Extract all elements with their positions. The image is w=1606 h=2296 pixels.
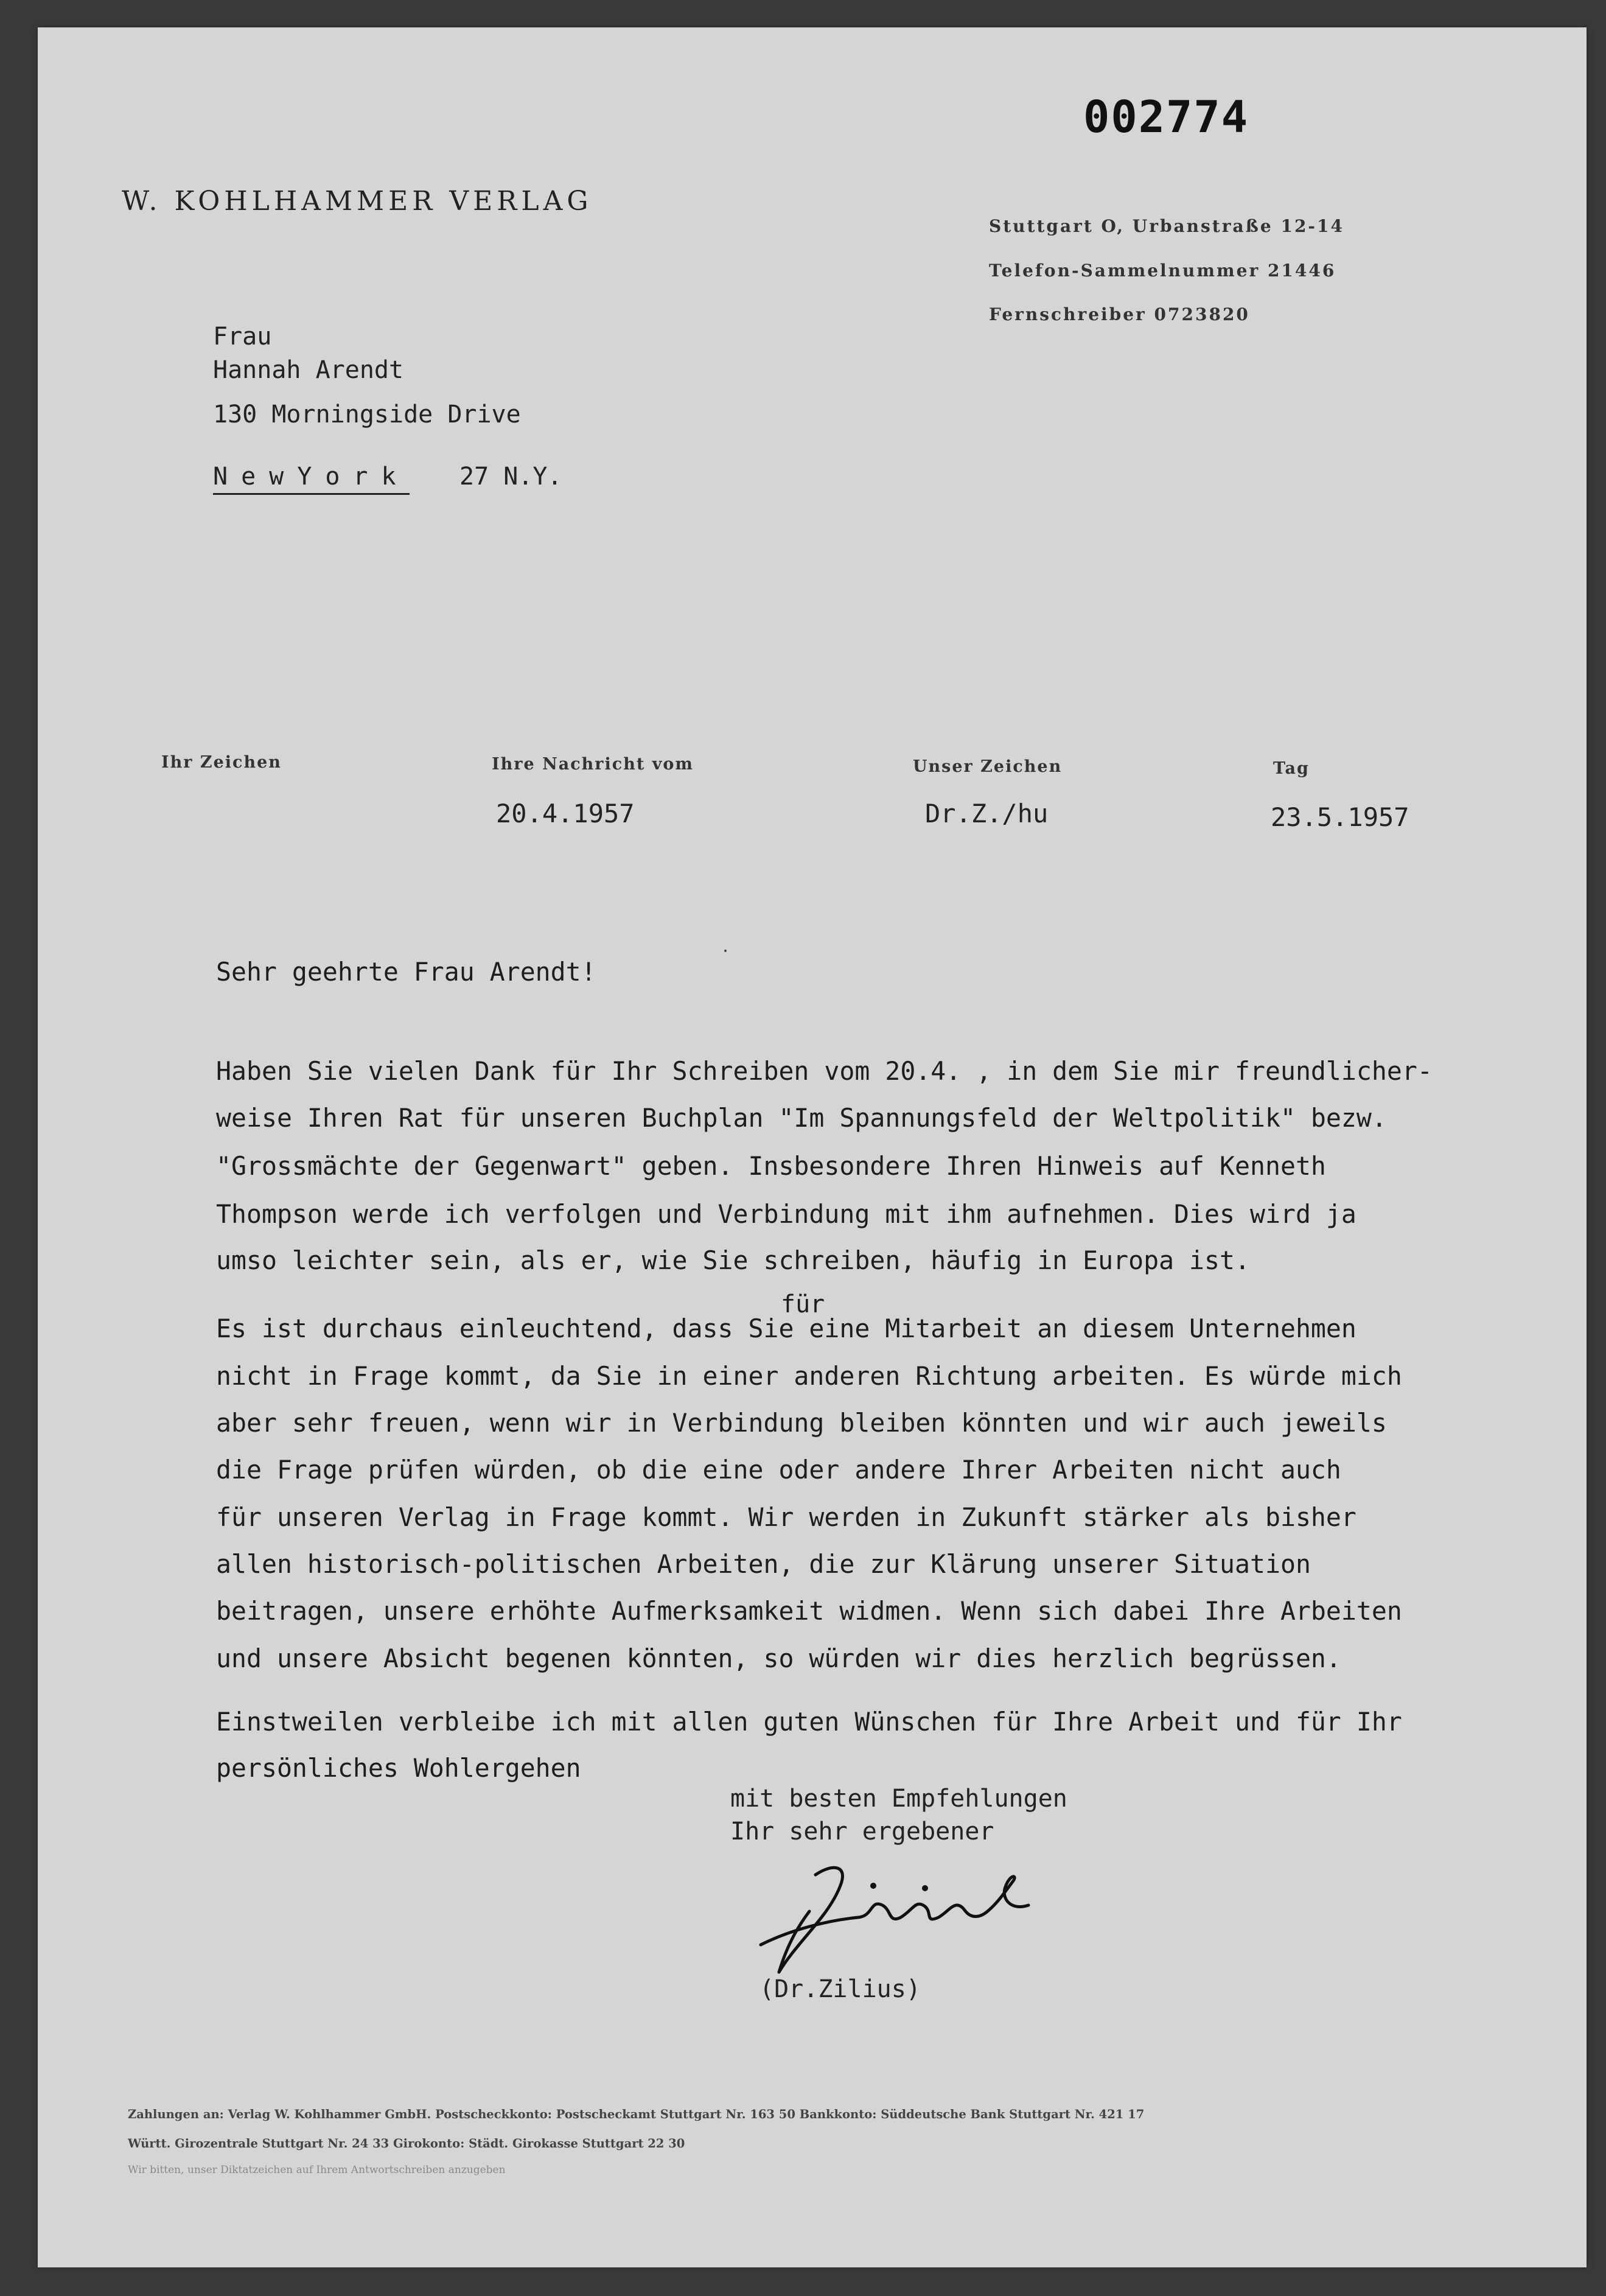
label-your-message: Ihre Nachricht vom (492, 755, 694, 774)
handwritten-insertion: für (781, 1290, 825, 1318)
body-line: weise Ihren Rat für unseren Buchplan "Im Spannungsfeld der Weltpolitik" bezw. (216, 1103, 1387, 1133)
body-line: umso leichter sein, als er, wie Sie schreiben, häufig in Europa ist. (216, 1245, 1250, 1275)
publisher-address: Stuttgart O, Urbanstraße 12-14 (989, 216, 1345, 236)
body-line: Thompson werde ich verfolgen und Verbindung mit ihm aufnehmen. Dies wird ja (216, 1199, 1356, 1229)
recipient-title: Frau (213, 323, 272, 351)
body-line: Einstweilen verbleibe ich mit allen guten Wünschen für Ihre Arbeit und für Ihr (216, 1707, 1402, 1737)
label-date: Tag (1273, 759, 1310, 778)
label-our-sign: Unser Zeichen (913, 757, 1063, 776)
recipient-city: NewYork (213, 463, 410, 495)
publisher-name: W. KOHLHAMMER VERLAG (122, 186, 593, 217)
body-line: Haben Sie vielen Dank für Ihr Schreiben vom 20.4. , in dem Sie mir freundlicher- (216, 1056, 1433, 1086)
recipient-name: Hannah Arendt (213, 356, 404, 384)
label-your-sign: Ihr Zeichen (161, 753, 282, 772)
paper-speck (724, 950, 727, 952)
letter-date: 23.5.1957 (1271, 802, 1409, 832)
body-line: persönliches Wohlergehen (216, 1753, 581, 1783)
signature-name: (Dr.Zilius) (759, 1975, 921, 2003)
recipient-zip-state: 27 N.Y. (459, 463, 562, 491)
body-line: nicht in Frage kommt, da Sie in einer anderen Richtung arbeiten. Es würde mich (216, 1361, 1402, 1391)
body-line: die Frage prüfen würden, ob die eine oder andere Ihrer Arbeiten nicht auch (216, 1455, 1341, 1485)
greeting: Sehr geehrte Frau Arendt! (216, 957, 596, 987)
body-line: aber sehr freuen, wenn wir in Verbindung bleiben könnten und wir auch jeweils (216, 1408, 1387, 1438)
publisher-phone: Telefon-Sammelnummer 21446 (989, 261, 1336, 281)
publisher-telex: Fernschreiber 0723820 (989, 304, 1250, 324)
our-sign: Dr.Z./hu (925, 799, 1049, 828)
document-number: 002774 (1083, 91, 1249, 142)
recipient-street: 130 Morningside Drive (213, 401, 521, 429)
footer-bank-info: Württ. Girozentrale Stuttgart Nr. 24 33 Girokonto: Städt. Girokasse Stuttgart 22 30 (128, 2137, 685, 2151)
footer-payment-info: Zahlungen an: Verlag W. Kohlhammer GmbH. Postscheckkonto: Postscheckamt Stuttgart Nr. 163 50 Bankkonto: Süddeutsche Bank Stuttgart Nr. 421 17 (128, 2107, 1145, 2121)
body-line: "Grossmächte der Gegenwart" geben. Insbesondere Ihren Hinweis auf Kenneth (216, 1151, 1326, 1181)
footer-dictation-note: Wir bitten, unser Diktatzeichen auf Ihrem Antwortschreiben anzugeben (128, 2164, 506, 2176)
handwritten-signature (742, 1838, 1059, 1984)
body-line: beitragen, unsere erhöhte Aufmerksamkeit widmen. Wenn sich dabei Ihre Arbeiten (216, 1596, 1402, 1626)
closing-line: mit besten Empfehlungen (730, 1785, 1067, 1813)
body-line: und unsere Absicht begenen könnten, so würden wir dies herzlich begrüssen. (216, 1643, 1341, 1673)
closing-line: Ihr sehr ergebener (730, 1818, 994, 1846)
message-date: 20.4.1957 (496, 799, 635, 828)
body-line: allen historisch-politischen Arbeiten, die zur Klärung unserer Situation (216, 1549, 1311, 1579)
body-line: Es ist durchaus einleuchtend, dass Sie eine Mitarbeit an diesem Unternehmen (216, 1314, 1356, 1343)
body-line: für unseren Verlag in Frage kommt. Wir werden in Zukunft stärker als bisher (216, 1502, 1356, 1532)
